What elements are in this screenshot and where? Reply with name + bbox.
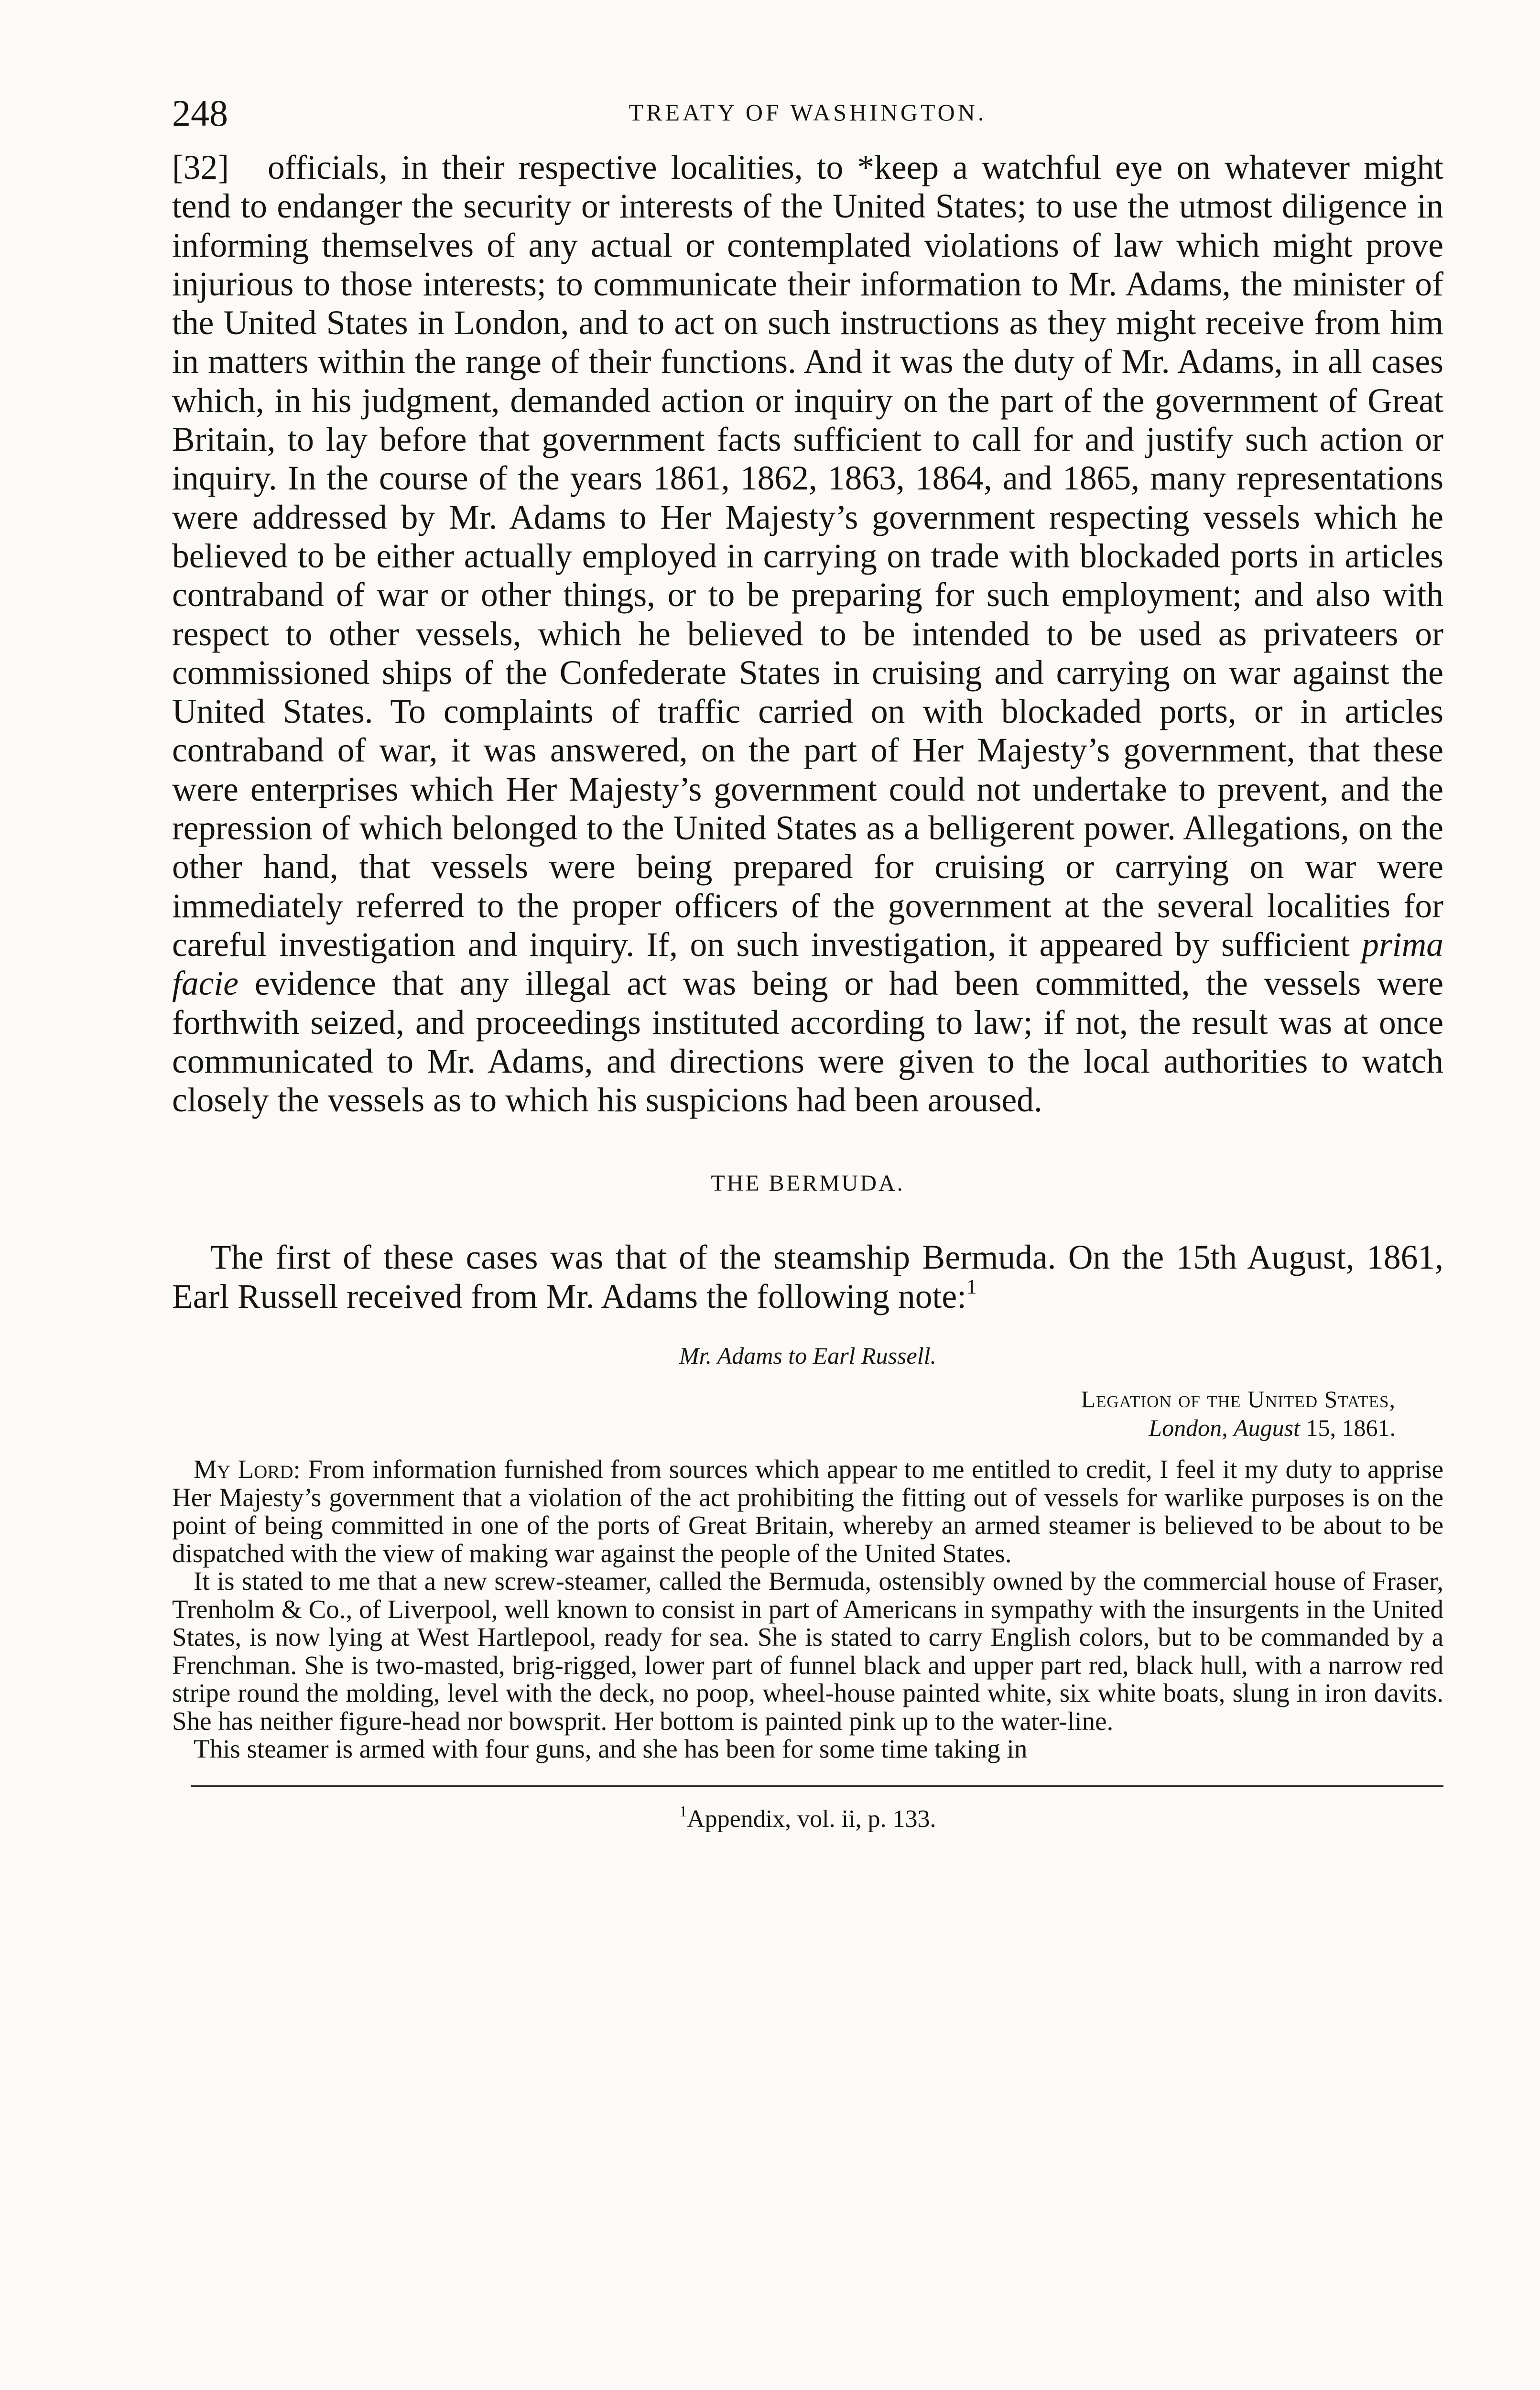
footnote-mark: 1 — [966, 1275, 977, 1298]
letter-para1-text: : From information furnished from sources which appear to me entitled to credit, I feel it my duty to apprise Her Majesty’s government that a violation of the act prohibiting the fitting out of vessels for warlike purposes is on the point of being committed in one of the ports of Great Britain, whereby an armed steamer is believed to be about to be dispatched with the view of making war against the people of the United States. — [172, 1455, 1443, 1568]
letter-heading: Mr. Adams to Earl Russell. — [679, 1342, 936, 1369]
footnote-number: 1 — [679, 1803, 687, 1820]
letter-paragraph: It is stated to me that a new screw-steamer, called the Bermuda, ostensibly owned by the commercial house of Fraser, Trenholm & Co., of Liverpool, well known to consist in part of Americans in sympathy with the insurgents in the United States, is now lying at West Hartlepool, ready for sea. She is stated to carry English colors, but to be commanded by a Frenchman. She is two-masted, brig-rigged, lower part of funnel black and upper part red, black hull, with a narrow red stripe round the molding, level with the deck, no poop, wheel-house painted white, six white boats, slung in iron davits. She has neither figure-head nor bowsprit. Her bottom is painted pink up to the water-line. — [172, 1566, 1443, 1736]
section-intro-text: The first of these cases was that of the steamship Bermuda. On the 15th August, 1861, Earl Russell received from Mr. Adams the following note: — [172, 1238, 1443, 1315]
letter-dateline — [172, 1385, 1443, 1442]
main-paragraph-text: officials, in their respective localities, to *keep a watchful eye on whatever might tend to endanger the security or interests of the United States; to use the utmost diligence in informing themselves of any actual or contemplated violations of law which might prove injurious to those interests; to communicate their information to Mr. Adams, the minister of the United States in London, and to act on such instructions as they might receive from him in matters within the range of their functions. And it was the duty of Mr. Adams, in all cases which, in his judgment, demanded action or inquiry on the part of the government of Great Britain, to lay before that government facts sufficient to call for and justify such action or inquiry. In the course of the years 1861, 1862, 1863, 1864, and 1865, many representations were addressed by Mr. Adams to Her Majesty’s government respecting vessels which he believed to be either actually employed in carrying on trade with blockaded ports in articles contraband of war or other things, or to be preparing for such employment; and also with respect to other vessels, which he believed to be intended to be used as privateers or commissioned ships of the Confederate States in cruising and carrying on war against the United States. To complaints of traffic carried on with blockaded ports, or in articles contraband of war, it was answered, on the part of Her Majesty’s government, that these were enterprises which Her Majesty’s government could not undertake to prevent, and the repression of which belonged to the United States as a belligerent power. Allegations, on the other hand, that vessels were being prepared for cruising or carrying on war were immediately referred to the proper officers of the government at the several localities for careful investigation and inquiry. — [172, 149, 1443, 964]
section-heading: THE BERMUDA. — [711, 1171, 905, 1196]
page-number: 248 — [172, 92, 228, 134]
letter-date-rest: 15, 1861. — [1306, 1414, 1396, 1442]
main-paragraph-cont-b: evidence that any illegal act was being or had been committed, the vessels were forthwith seized, and proceedings instituted according to law; if not, the result was at once communicated to Mr. Adams, and directions were given to the local authorities to watch closely the vessels as to which his suspicions had been aroused. — [172, 965, 1443, 1119]
footnote — [172, 1803, 1443, 1833]
letter-body — [172, 1456, 1443, 1763]
star-page-reference: [32] — [172, 149, 229, 186]
running-title: TREATY OF WASHINGTON. — [629, 99, 987, 126]
footnote-text: Appendix, vol. ii, p. 133. — [687, 1805, 936, 1833]
running-head — [172, 81, 1443, 139]
main-paragraph-cont-a: If, on such investigation, it appeared by sufficient — [634, 925, 1362, 964]
letter-date-month: August — [1234, 1414, 1300, 1442]
main-paragraph-italic: prima facie — [172, 925, 1443, 1003]
main-paragraph — [172, 148, 1443, 1119]
section-intro — [172, 1238, 1443, 1316]
letter-paragraph — [172, 1456, 1443, 1567]
page — [172, 81, 1443, 2390]
main-text — [172, 148, 1443, 1119]
letter-paragraph: This steamer is armed with four guns, and she has been for some time taking in — [194, 1734, 1028, 1764]
letter-salutation: My Lord — [194, 1455, 293, 1484]
footnote-divider — [191, 1785, 1443, 1787]
letter-place: London, — [1149, 1414, 1228, 1442]
letter-legation: Legation of the United States, — [1081, 1386, 1396, 1413]
